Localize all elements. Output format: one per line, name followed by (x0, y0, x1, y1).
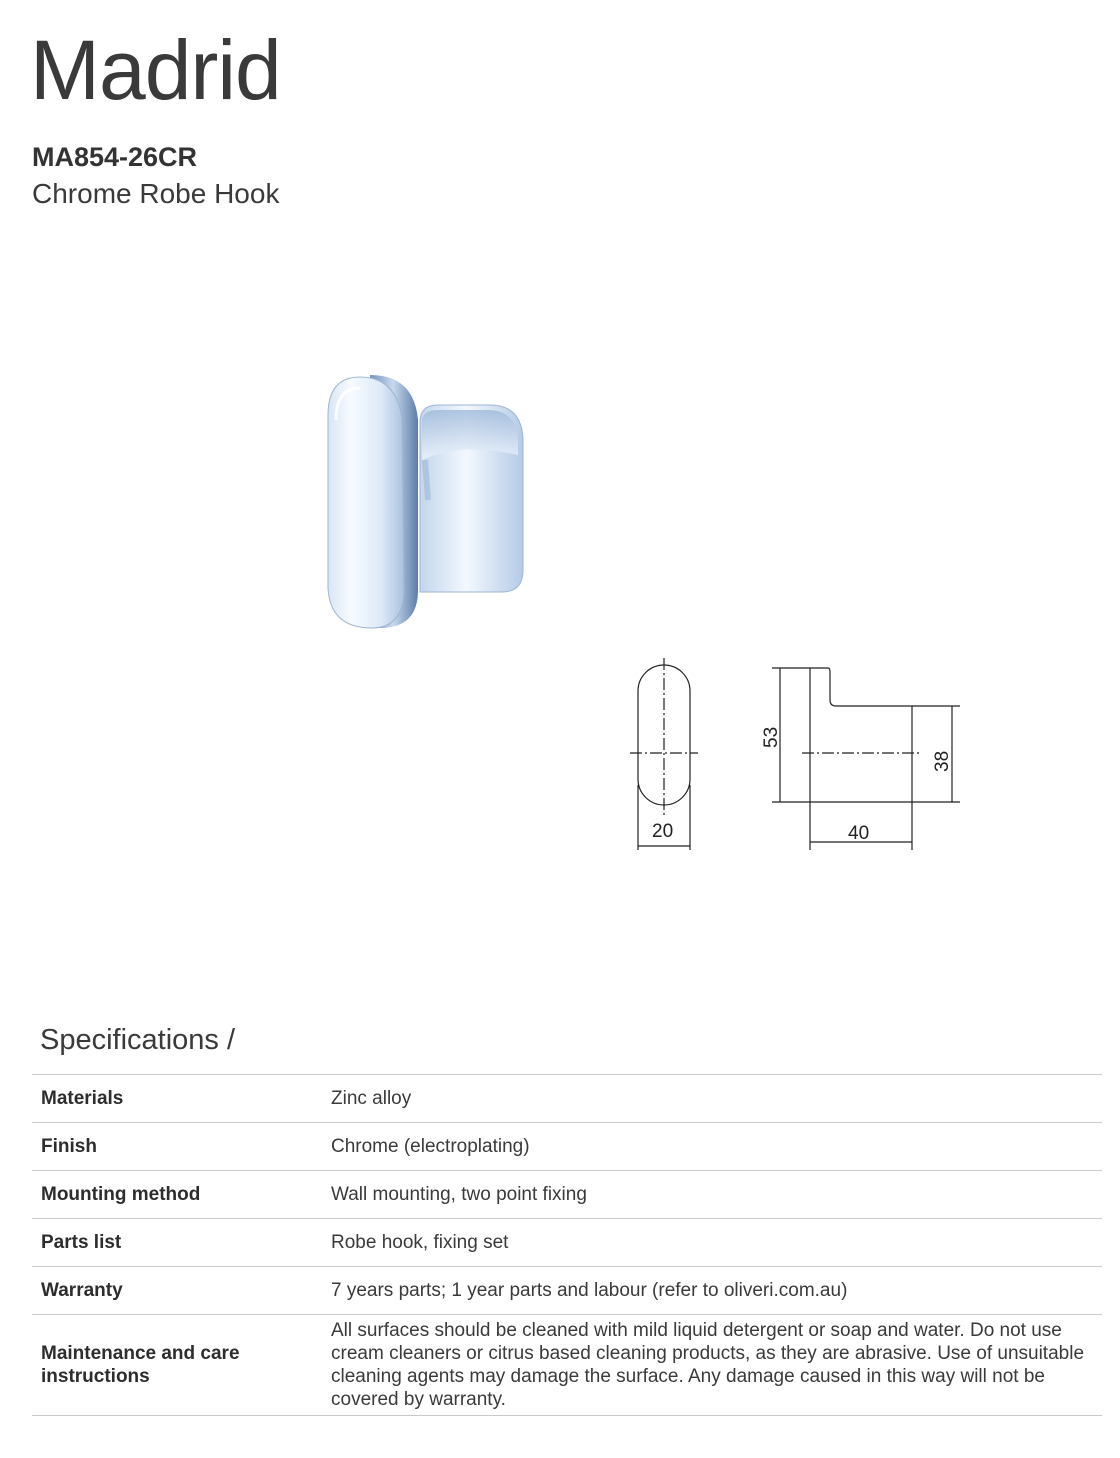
dim-front-width: 20 (652, 821, 674, 842)
product-code: MA854-26CR (32, 142, 198, 172)
table-row (32, 1267, 1102, 1315)
dim-base-height: 38 (932, 750, 953, 772)
page-title: Madrid (30, 23, 281, 117)
spec-label: Parts list (41, 1232, 122, 1253)
spec-label: Materials (41, 1088, 124, 1109)
dim-depth: 40 (848, 823, 870, 844)
spec-value: Zinc alloy (331, 1088, 412, 1109)
product-photo (310, 360, 550, 650)
product-name: Chrome Robe Hook (32, 178, 280, 209)
spec-value: 7 years parts; 1 year parts and labour (refer to oliveri.com.au) (331, 1280, 848, 1301)
table-row (32, 1171, 1102, 1219)
table-row (32, 1219, 1102, 1267)
spec-value: Wall mounting, two point fixing (331, 1184, 587, 1205)
spec-label: Mounting method (41, 1184, 201, 1205)
spec-label: Warranty (41, 1280, 123, 1301)
spec-value: Robe hook, fixing set (331, 1232, 509, 1253)
technical-drawing (610, 650, 990, 870)
spec-value: All surfaces should be cleaned with mild liquid detergent or soap and water. Do not use cream cleaners or citrus based cleaning products, as they are abrasive. Use of unsuitable cleaning agents may damage the surface. Any damage caused in this way will not be covered by warranty. (331, 1320, 1085, 1410)
specifications-table (32, 1074, 1102, 1416)
table-row (32, 1123, 1102, 1171)
table-row (32, 1315, 1102, 1416)
side-view-outline (810, 668, 912, 802)
spec-label: Maintenance and care instructions (41, 1343, 240, 1387)
table-row (32, 1075, 1102, 1123)
dim-total-height: 53 (761, 726, 782, 748)
spec-value: Chrome (electroplating) (331, 1136, 530, 1157)
specifications-heading: Specifications / (40, 1024, 236, 1056)
spec-label: Finish (41, 1136, 97, 1157)
